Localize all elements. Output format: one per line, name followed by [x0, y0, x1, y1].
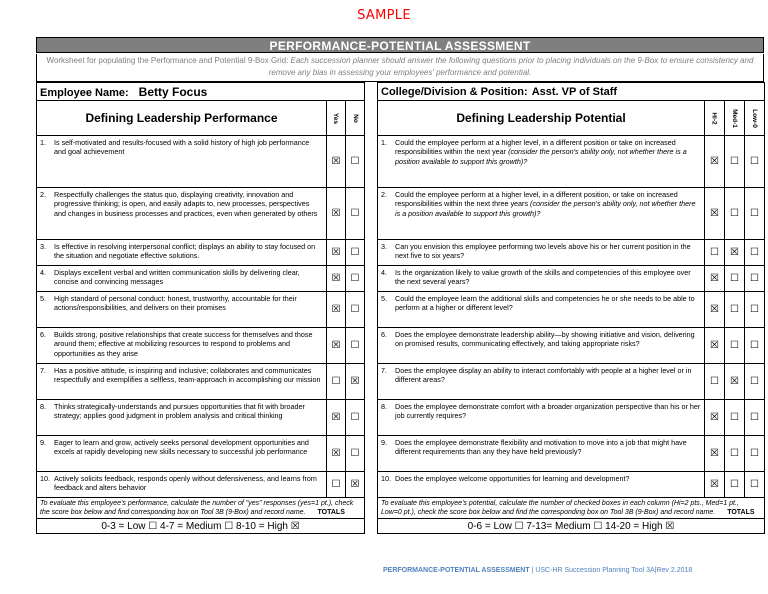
question-number: 1. [381, 138, 387, 147]
col-med-header: Med-1 [725, 101, 745, 136]
med-checkbox[interactable]: ☐ [725, 188, 745, 240]
yes-checkbox[interactable]: ☐ [327, 472, 346, 498]
med-checkbox[interactable]: ☐ [725, 292, 745, 328]
yes-checkbox[interactable]: ☒ [327, 136, 346, 188]
employee-name-row [37, 83, 365, 101]
question-text: Is effective in resolving interpersonal conflict; displays an ability to stay focused on the situation and negotiate effective solutions. [54, 242, 316, 261]
employee-name-value[interactable]: Betty Focus [138, 84, 208, 99]
hi-checkbox[interactable]: ☐ [705, 240, 725, 266]
question-note: (consider the person's ability only, not whether there is a position available to support this growth)? [395, 147, 687, 166]
potential-question [378, 240, 705, 266]
col-yes-header: Yes [327, 101, 346, 136]
col-hi-header: Hi-2 [705, 101, 725, 136]
sample-watermark: SAMPLE [357, 8, 411, 23]
question-text: Does the employee display an ability to interact comfortably with people at a higher level or in different areas? [395, 366, 692, 385]
question-number: 6. [40, 330, 46, 339]
low-checkbox[interactable]: ☐ [745, 472, 765, 498]
performance-row [37, 436, 365, 472]
question-number: 10. [381, 474, 391, 483]
question-text: Has a positive attitude, is inspiring and inclusive; collaborates and communicates respectfully and exemplifies a selfless, team-approach in accomplishing our mission [54, 366, 321, 385]
question-number: 4. [381, 268, 387, 277]
potential-row [378, 472, 765, 498]
college-position-value[interactable]: Asst. VP of Staff [531, 85, 618, 98]
med-checkbox[interactable]: ☐ [725, 136, 745, 188]
hi-checkbox[interactable]: ☒ [705, 328, 725, 364]
question-text: Displays excellent verbal and written communication skills by delivering clear, concise and convincing messages [54, 268, 300, 287]
question-text: Does the employee demonstrate leadership ability—by showing initiative and vision, delivering on promised results, communicating effectively, and taking appropriate risks? [395, 330, 695, 349]
question-text: Eager to learn and grow, actively seeks personal development opportunities and excels at rapidly developing new skills necessary to successful job performance [54, 438, 309, 457]
question-number: 8. [381, 402, 387, 411]
med-checkbox[interactable]: ☒ [725, 364, 745, 400]
potential-heading: Defining Leadership Potential [378, 101, 705, 136]
question-text: Is the organization likely to value growth of the skills and competencies of this employee over the next several years? [395, 268, 691, 287]
performance-question [37, 436, 327, 472]
question-text: Builds strong, positive relationships that create success for themselves and those around them; effective at mobilizing resources to respond to problems and opportunities as they arise [54, 330, 313, 358]
question-text: High standard of personal conduct: honest, trustworthy, accountable for their actions/responsibilities, and delivers on their promises [54, 294, 297, 313]
potential-score-line[interactable]: 0-6 = Low ☐ 7-13= Medium ☐ 14-20 = High ☒ [378, 519, 765, 534]
hi-checkbox[interactable]: ☒ [705, 136, 725, 188]
performance-question [37, 328, 327, 364]
no-checkbox[interactable]: ☐ [346, 240, 365, 266]
question-text: Could the employee perform at a higher level, in a different position, or take on increased responsibilities within the next three years (consider the person's ability only, not whether there is a position available to support this growth)? [395, 190, 696, 218]
potential-question [378, 436, 705, 472]
low-checkbox[interactable]: ☐ [745, 436, 765, 472]
low-checkbox[interactable]: ☐ [745, 400, 765, 436]
hi-checkbox[interactable]: ☒ [705, 436, 725, 472]
potential-question [378, 266, 705, 292]
potential-items [378, 136, 765, 498]
col-low-header: Low-0 [745, 101, 765, 136]
low-checkbox[interactable]: ☐ [745, 328, 765, 364]
question-number: 5. [40, 294, 46, 303]
performance-totals-label: TOTALS [317, 509, 345, 516]
performance-panel [36, 82, 364, 534]
question-note: (consider the person's ability only, not whether there is a position available to support this growth)? [395, 199, 696, 218]
med-checkbox[interactable]: ☐ [725, 400, 745, 436]
question-text: Could the employee perform at a higher level, in a different position or take on increased responsibilities within the next year (consider the person's ability only, not whether there is a position available to support this growth)? [395, 138, 687, 166]
potential-row [378, 400, 765, 436]
question-number: 7. [381, 366, 387, 375]
performance-question [37, 400, 327, 436]
performance-question [37, 266, 327, 292]
performance-row [37, 328, 365, 364]
college-position-row [378, 83, 765, 101]
footer-rest: | USC-HR Succession Planning Tool 3A|Rev 2.2018 [529, 567, 693, 574]
performance-question [37, 240, 327, 266]
potential-totals-label: TOTALS [727, 509, 755, 516]
potential-panel [377, 82, 764, 534]
potential-table [377, 82, 765, 534]
performance-heading: Defining Leadership Performance [37, 101, 327, 136]
yes-checkbox[interactable]: ☒ [327, 266, 346, 292]
yes-checkbox[interactable]: ☒ [327, 436, 346, 472]
question-text: Is self-motivated and results-focused with a solid history of high job performance and goal achievement [54, 138, 310, 157]
employee-name-label: Employee Name: [40, 86, 129, 99]
hi-checkbox[interactable]: ☒ [705, 472, 725, 498]
low-checkbox[interactable]: ☐ [745, 364, 765, 400]
no-checkbox[interactable]: ☐ [346, 266, 365, 292]
hi-checkbox[interactable]: ☒ [705, 266, 725, 292]
no-checkbox[interactable]: ☐ [346, 136, 365, 188]
potential-question [378, 364, 705, 400]
performance-items [37, 136, 365, 498]
potential-instructions: To evaluate this employee's potential, calculate the number of checked boxes in each column (Hi=2 pts., Med=1 pt., Low=0 pt.), check the score box below and find the corresponding box on Tool 3B (9-Box) and record name. TOTALS [378, 498, 765, 519]
no-checkbox[interactable]: ☐ [346, 436, 365, 472]
question-number: 2. [40, 190, 46, 199]
yes-checkbox[interactable]: ☐ [327, 364, 346, 400]
col-no-header: No [346, 101, 365, 136]
potential-row [378, 292, 765, 328]
question-number: 5. [381, 294, 387, 303]
question-number: 4. [40, 268, 46, 277]
performance-table [36, 82, 365, 534]
performance-score-line[interactable]: 0-3 = Low ☐ 4-7 = Medium ☐ 8-10 = High ☒ [37, 519, 365, 534]
question-text: Thinks strategically-understands and pursues opportunities that fit with broader strategy; applies good judgment in problem analysis and critical thinking [54, 402, 305, 421]
med-checkbox[interactable]: ☐ [725, 328, 745, 364]
med-checkbox[interactable]: ☐ [725, 436, 745, 472]
no-checkbox[interactable]: ☐ [346, 188, 365, 240]
footer-title: PERFORMANCE-POTENTIAL ASSESSMENT [383, 567, 530, 574]
low-checkbox[interactable]: ☐ [745, 240, 765, 266]
college-position-label: College/Division & Position: [381, 85, 528, 98]
question-number: 10. [40, 474, 50, 483]
performance-row [37, 400, 365, 436]
potential-row [378, 188, 765, 240]
potential-row [378, 364, 765, 400]
question-number: 9. [381, 438, 387, 447]
question-text: Actively solicits feedback, responds openly without defensiveness, and learns from feedback and alters behavior [54, 474, 317, 493]
question-number: 2. [381, 190, 387, 199]
no-checkbox[interactable]: ☒ [346, 364, 365, 400]
potential-row [378, 240, 765, 266]
performance-row [37, 240, 365, 266]
no-checkbox[interactable]: ☐ [346, 400, 365, 436]
question-text: Respectfully challenges the status quo, displaying creativity, innovation and progressive thinking; is open, and easily adapts to, new processes, perspectives and changes in business processes and practices, even when generated by others [54, 190, 318, 218]
potential-row [378, 136, 765, 188]
potential-row [378, 328, 765, 364]
performance-instructions: To evaluate this employee's performance, calculate the number of "yes" responses (yes=1 pt.), check the score box below and find corresponding box on Tool 3B (9-Box) and record name. TOTALS [37, 498, 365, 519]
low-checkbox[interactable]: ☐ [745, 188, 765, 240]
question-number: 7. [40, 366, 46, 375]
question-text: Does the employee demonstrate comfort with a broader organization perspective than his or her job currently requires? [395, 402, 701, 421]
performance-question [37, 364, 327, 400]
question-number: 1. [40, 138, 46, 147]
performance-row [37, 188, 365, 240]
potential-question [378, 188, 705, 240]
performance-question [37, 292, 327, 328]
performance-row [37, 136, 365, 188]
page-title: PERFORMANCE-POTENTIAL ASSESSMENT [36, 37, 764, 53]
low-checkbox[interactable]: ☐ [745, 266, 765, 292]
potential-question [378, 328, 705, 364]
subtitle-italic: Each succession planner should answer the following questions prior to placing individuals on the 9-Box to ensure consistency and remove any bias in assessing your employees' performance and potential. [268, 56, 754, 77]
potential-question [378, 292, 705, 328]
yes-checkbox[interactable]: ☒ [327, 400, 346, 436]
med-checkbox[interactable]: ☐ [725, 266, 745, 292]
question-text: Could the employee learn the additional skills and competencies he or she needs to be able to perform at a higher or different level? [395, 294, 695, 313]
potential-row [378, 436, 765, 472]
potential-question [378, 136, 705, 188]
question-number: 6. [381, 330, 387, 339]
hi-checkbox[interactable]: ☒ [705, 292, 725, 328]
no-checkbox[interactable]: ☐ [346, 328, 365, 364]
potential-row [378, 266, 765, 292]
performance-question [37, 136, 327, 188]
performance-question [37, 188, 327, 240]
question-number: 3. [40, 242, 46, 251]
performance-question [37, 472, 327, 498]
question-number: 3. [381, 242, 387, 251]
potential-question [378, 472, 705, 498]
question-number: 9. [40, 438, 46, 447]
performance-row [37, 266, 365, 292]
question-number: 8. [40, 402, 46, 411]
question-text: Does the employee demonstrate flexibility and motivation to move into a job that might have different requirements than any they have held previously? [395, 438, 687, 457]
hi-checkbox[interactable]: ☒ [705, 400, 725, 436]
med-checkbox[interactable]: ☒ [725, 240, 745, 266]
subtitle [36, 54, 764, 82]
page-footer [383, 567, 763, 574]
yes-checkbox[interactable]: ☒ [327, 292, 346, 328]
no-checkbox[interactable]: ☒ [346, 472, 365, 498]
question-text: Does the employee welcome opportunities for learning and development? [395, 474, 630, 484]
yes-checkbox[interactable]: ☒ [327, 188, 346, 240]
question-text: Can you envision this employee performing two levels above his or her current position in the next five to six years? [395, 242, 691, 261]
hi-checkbox[interactable]: ☐ [705, 364, 725, 400]
low-checkbox[interactable]: ☐ [745, 292, 765, 328]
yes-checkbox[interactable]: ☒ [327, 240, 346, 266]
hi-checkbox[interactable]: ☒ [705, 188, 725, 240]
low-checkbox[interactable]: ☐ [745, 136, 765, 188]
performance-row [37, 472, 365, 498]
performance-row [37, 364, 365, 400]
med-checkbox[interactable]: ☐ [725, 472, 745, 498]
yes-checkbox[interactable]: ☒ [327, 328, 346, 364]
potential-question [378, 400, 705, 436]
subtitle-lead: Worksheet for populating the Performance and Potential 9-Box Grid: [46, 56, 291, 65]
performance-row [37, 292, 365, 328]
no-checkbox[interactable]: ☐ [346, 292, 365, 328]
